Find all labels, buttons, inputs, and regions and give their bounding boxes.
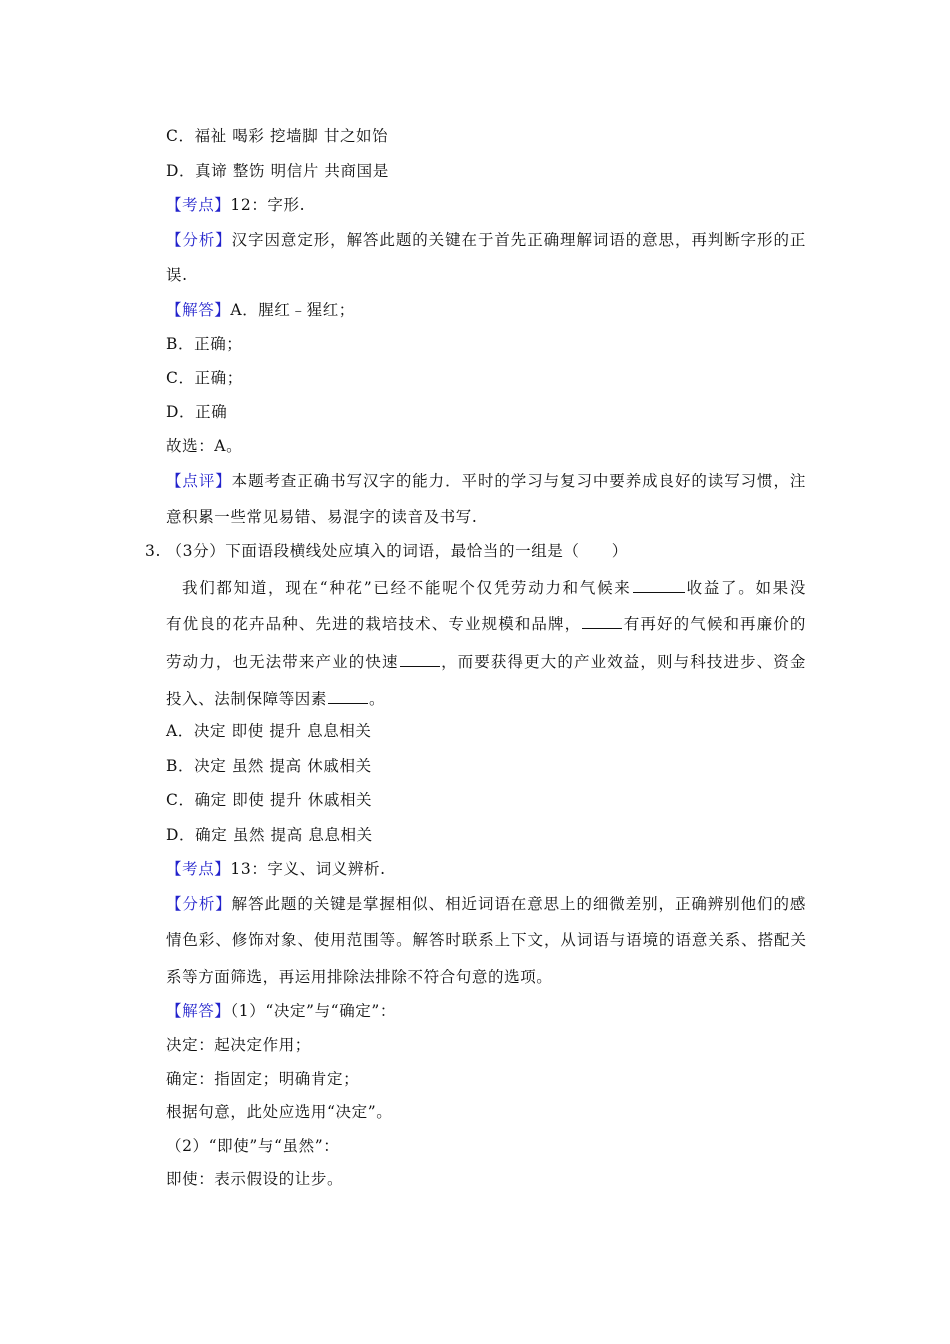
option-text: 决定 即使 提升 息息相关 [193, 722, 372, 740]
q3-jieda-line6: 即使：表示假设的让步。 [166, 1170, 344, 1188]
q3-jieda [166, 1001, 396, 1021]
jieda-text: A．腥红﹣猩红； [230, 301, 355, 319]
passage-text: 有再好的气候和再廉价的 [623, 615, 806, 633]
prev-jieda-b: B．正确； [166, 335, 243, 353]
option-letter: C． [166, 127, 195, 145]
passage-line1 [182, 577, 806, 598]
jieda-label: 【解答】 [166, 1002, 231, 1020]
passage-text: 我们都知道，现在“种花”已经不能呢个仅凭劳动力和气候来 [182, 579, 632, 597]
passage-text: 劳动力，也无法带来产业的快速 [166, 653, 399, 671]
fill-blank-4 [328, 688, 368, 704]
fill-blank-3 [400, 651, 440, 667]
option-letter: D． [166, 826, 196, 844]
jieda-label: 【解答】 [166, 301, 231, 319]
option-text: 福祉 喝彩 挖墙脚 甘之如饴 [194, 127, 389, 145]
q3-fenxi-line2: 情色彩、修饰对象、使用范围等。解答时联系上下文，从词语与语境的语意关系、搭配关 [166, 931, 806, 949]
option-letter: A． [166, 722, 194, 740]
passage-text: 收益了。如果没 [685, 579, 806, 597]
fenxi-text: 汉字因意定形，解答此题的关键在于首先正确理解词语的意思，再判断字形的正 [231, 231, 806, 249]
prev-kaodian [166, 195, 305, 215]
q3-jieda-line5: （2）“即使”与“虽然”： [166, 1137, 340, 1155]
q3-jieda-line3: 确定：指固定；明确肯定； [166, 1070, 360, 1088]
fenxi-label: 【分析】 [166, 895, 232, 913]
option-letter: B． [166, 757, 195, 775]
option-text: 决定 虽然 提高 休戚相关 [194, 757, 372, 775]
prev-option-c [166, 126, 388, 146]
q3-option-b [166, 756, 372, 776]
prev-fenxi-line1 [166, 230, 806, 250]
fill-blank-2 [582, 613, 622, 629]
passage-line4 [166, 688, 385, 709]
q3-option-a [166, 721, 372, 741]
dianping-label: 【点评】 [166, 472, 232, 490]
fill-blank-1 [633, 577, 685, 593]
q3-jieda-line2: 决定：起决定作用； [166, 1036, 311, 1054]
dianping-text: 本题考查正确书写汉字的能力．平时的学习与复习中要养成良好的读写习惯，注 [231, 472, 806, 490]
option-text: 确定 虽然 提高 息息相关 [195, 826, 373, 844]
option-text: 确定 即使 提升 休戚相关 [194, 791, 373, 809]
prev-jieda-d: D．正确 [166, 403, 228, 421]
kaodian-text: 13：字义、词义辨析. [230, 860, 386, 878]
passage-line2 [166, 613, 806, 634]
passage-text: 投入、法制保障等因素 [166, 690, 328, 708]
prev-answer: 故选：A。 [166, 437, 243, 455]
q3-fenxi-line1 [166, 894, 806, 914]
jieda-text: （1）“决定”与“确定”： [230, 1002, 397, 1020]
prev-jieda [166, 300, 355, 320]
q3-option-c [166, 790, 372, 810]
option-letter: D． [166, 162, 196, 180]
prev-dianping-line2: 意积累一些常见易错、易混字的读音及书写. [166, 508, 478, 526]
fenxi-text: 解答此题的关键是掌握相似、相近词语在意思上的细微差别，正确辨别他们的感 [231, 895, 806, 913]
prev-jieda-c: C．正确； [166, 369, 243, 387]
q3-option-d [166, 825, 373, 845]
q3-jieda-line4: 根据句意，此处应选用“决定”。 [166, 1103, 393, 1121]
kaodian-text: 12：字形. [230, 196, 306, 214]
prev-dianping-line1 [166, 471, 806, 491]
option-letter: C． [166, 791, 195, 809]
passage-text: 有优良的花卉品种、先进的栽培技术、专业规模和品牌， [166, 615, 582, 633]
question-number: 3. [145, 542, 161, 560]
passage-text: ，而要获得更大的产业效益，则与科技进步、资金 [440, 653, 807, 671]
prev-fenxi-line2: 误. [166, 266, 188, 284]
q3-kaodian [166, 859, 386, 879]
kaodian-label: 【考点】 [166, 196, 231, 214]
passage-line3 [166, 651, 806, 672]
q3-fenxi-line3: 系等方面筛选，再运用排除法排除不符合句意的选项。 [166, 968, 553, 986]
question-stem: （3分）下面语段横线处应填入的词语，最恰当的一组是（ ） [166, 542, 628, 560]
option-text: 真谛 整饬 明信片 共商国是 [195, 162, 389, 180]
passage-text: 。 [369, 690, 386, 708]
kaodian-label: 【考点】 [166, 860, 231, 878]
prev-option-d [166, 161, 389, 181]
fenxi-label: 【分析】 [166, 231, 232, 249]
question-3-stem [145, 541, 628, 561]
